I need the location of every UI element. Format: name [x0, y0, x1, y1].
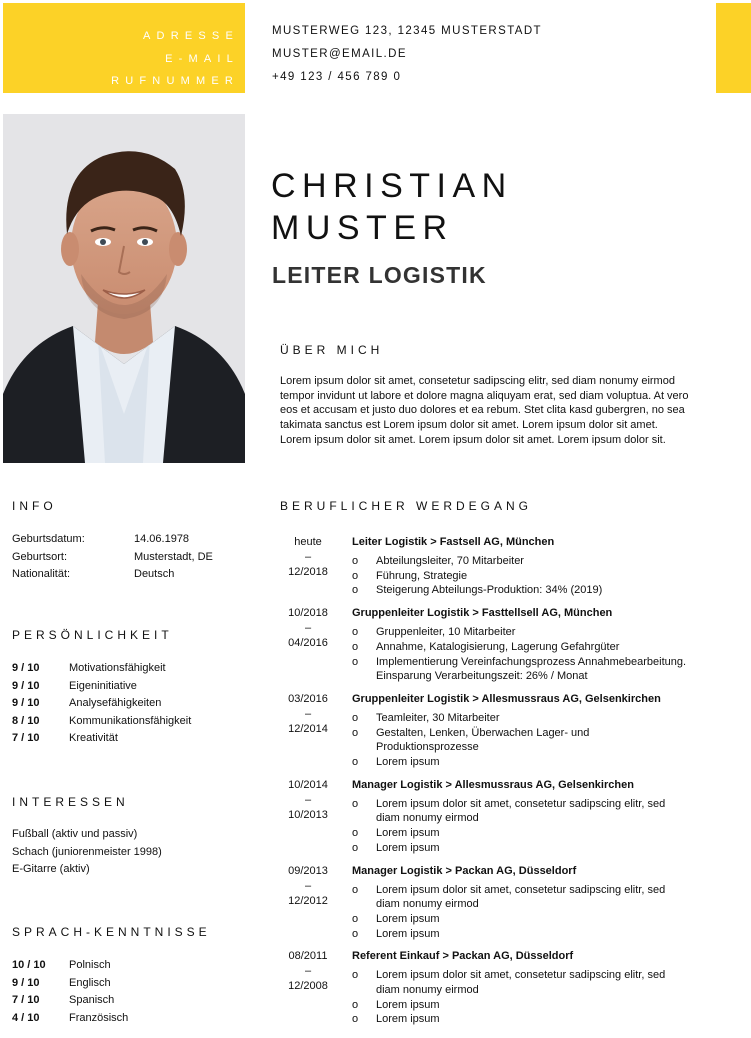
trait-label: Eigeninitiative	[69, 679, 137, 692]
info-value: Musterstadt, DE	[134, 550, 213, 563]
contact-values	[272, 20, 542, 89]
bullet-text: Lorem ipsum	[376, 756, 440, 769]
phone-value[interactable]: +49 123 / 456 789 0	[272, 71, 402, 83]
languages-heading: SPRACH-KENNTNISSE	[12, 925, 211, 939]
career-bullet	[352, 569, 692, 584]
interest-item: Schach (juniorenmeister 1998)	[12, 845, 162, 858]
info-row	[12, 551, 213, 569]
career-bullet	[352, 755, 692, 770]
career-title: Manager Logistik > Packan AG, Düsseldorf	[352, 864, 577, 877]
language-item	[12, 959, 128, 977]
career-detail	[336, 778, 692, 856]
info-row	[12, 568, 213, 586]
career-bullet	[352, 554, 692, 569]
date-from: 09/2013	[288, 864, 328, 877]
bullet-text: Abteilungsleiter, 70 Mitarbeiter	[376, 555, 524, 567]
career-bullet	[352, 1012, 692, 1027]
personality-item	[12, 697, 191, 715]
email-value[interactable]: MUSTER@EMAIL.DE	[272, 48, 407, 60]
bullet-marker: o	[352, 969, 359, 982]
career-title: Gruppenleiter Logistik > Fasttellsell AG, München	[352, 607, 613, 620]
date-to: 12/2014	[288, 722, 328, 735]
date-to: 12/2008	[288, 980, 328, 993]
date-to: 12/2018	[288, 566, 328, 578]
interest-item: Fußball (aktiv und passiv)	[12, 828, 138, 840]
career-detail	[336, 535, 692, 598]
contact-labels	[111, 25, 239, 93]
language-label: Polnisch	[69, 959, 111, 971]
personality-item	[12, 732, 191, 750]
bullet-marker: o	[352, 797, 359, 810]
first-name: CHRISTIAN	[271, 167, 513, 205]
trait-label: Kommunikationsfähigkeit	[69, 714, 192, 727]
date-separator: –	[304, 707, 312, 720]
last-name: MUSTER	[271, 209, 454, 247]
address-label: ADRESSE	[143, 30, 239, 42]
date-to: 04/2016	[288, 637, 328, 650]
career-bullet	[352, 797, 692, 826]
career-title: Leiter Logistik > Fastsell AG, München	[352, 536, 555, 548]
bullet-marker: o	[352, 841, 359, 854]
bullet-marker: o	[352, 569, 359, 582]
languages-list	[12, 959, 128, 1029]
career-dates	[280, 606, 336, 684]
personality-item	[12, 662, 191, 680]
bullet-marker: o	[352, 640, 359, 653]
score: 10 / 10	[12, 959, 46, 971]
career-bullet	[352, 583, 692, 598]
info-heading: INFO	[12, 499, 57, 513]
bullet-text: Lorem ipsum	[376, 927, 440, 940]
language-item	[12, 977, 128, 995]
personality-item	[12, 715, 191, 733]
score: 4 / 10	[12, 1011, 40, 1024]
interests-list	[12, 828, 162, 881]
career-entry	[280, 692, 692, 770]
bullet-marker: o	[352, 1013, 359, 1026]
date-separator: –	[304, 622, 312, 635]
info-key: Geburtsort:	[12, 550, 68, 563]
bullet-text: Lorem ipsum	[376, 1013, 440, 1026]
trait-label: Analysefähigkeiten	[69, 697, 162, 709]
career-bullet	[352, 968, 692, 997]
bullet-marker: o	[352, 912, 359, 925]
info-value: 14.06.1978	[134, 533, 190, 545]
bullet-marker: o	[352, 655, 359, 668]
bullet-text: Lorem ipsum	[376, 841, 440, 854]
bullet-marker: o	[352, 584, 359, 597]
trait-label: Kreativität	[69, 732, 118, 744]
interest-item: E-Gitarre (aktiv)	[12, 863, 90, 875]
about-heading: ÜBER MICH	[280, 343, 384, 357]
career-bullet	[352, 998, 692, 1013]
job-title: LEITER LOGISTIK	[272, 262, 487, 288]
personality-heading: PERSÖNLICHKEIT	[12, 628, 173, 642]
career-entry	[280, 778, 692, 856]
profile-photo	[3, 114, 245, 463]
bullet-text: Teamleiter, 30 Mitarbeiter	[376, 711, 500, 724]
bullet-marker: o	[352, 827, 359, 840]
bullet-marker: o	[352, 927, 359, 940]
bullet-marker: o	[352, 726, 359, 739]
date-to: 12/2012	[288, 894, 328, 907]
career-bullet	[352, 625, 692, 640]
date-separator: –	[304, 793, 312, 806]
bullet-text: Steigerung Abteilungs-Produktion: 34% (2019)	[376, 584, 603, 597]
career-bullet	[352, 927, 692, 942]
career-dates	[280, 864, 336, 942]
portrait-illustration	[3, 114, 245, 463]
info-row	[12, 533, 213, 551]
career-list	[280, 535, 692, 1027]
bullet-marker: o	[352, 998, 359, 1011]
bullet-marker: o	[352, 883, 359, 896]
language-item	[12, 994, 128, 1012]
bullet-marker: o	[352, 756, 359, 769]
career-title: Referent Einkauf > Packan AG, Düsseldorf	[352, 950, 574, 963]
career-dates	[280, 692, 336, 770]
bullet-marker: o	[352, 626, 359, 639]
bullet-marker: o	[352, 555, 359, 567]
personality-list	[12, 662, 191, 750]
phone-label: RUFNUMMER	[111, 75, 239, 87]
career-detail	[336, 606, 692, 684]
interests-heading: INTERESSEN	[12, 795, 129, 809]
career-dates	[280, 949, 336, 1027]
career-entry	[280, 949, 692, 1027]
info-key: Nationalität:	[12, 568, 71, 580]
language-label: Französisch	[69, 1011, 129, 1024]
date-separator: –	[304, 551, 312, 563]
date-separator: –	[304, 879, 312, 892]
career-bullet	[352, 883, 692, 912]
career-dates	[280, 778, 336, 856]
career-detail	[336, 692, 692, 770]
score: 8 / 10	[12, 714, 40, 727]
score: 7 / 10	[12, 732, 40, 744]
date-from: 03/2016	[288, 692, 328, 705]
career-entry	[280, 606, 692, 684]
bullet-text: Implementierung Vereinfachungsprozess Annahmebearbeitung. Einsparung Verarbeitungszeit: 26% / Monat	[376, 655, 687, 683]
candidate-name	[271, 165, 513, 249]
career-entry	[280, 864, 692, 942]
date-separator: –	[304, 965, 312, 978]
score: 9 / 10	[12, 679, 40, 692]
career-bullet	[352, 726, 692, 755]
bullet-text: Lorem ipsum dolor sit amet, consetetur sadipscing elitr, sed diam nonumy eirmod	[376, 797, 666, 825]
info-value: Deutsch	[134, 568, 175, 580]
career-title: Manager Logistik > Allesmussraus AG, Gelsenkirchen	[352, 778, 634, 791]
date-from: 08/2011	[288, 950, 328, 963]
career-detail	[336, 864, 692, 942]
career-bullet	[352, 912, 692, 927]
career-detail	[336, 949, 692, 1027]
trait-label: Motivationsfähigkeit	[69, 662, 166, 674]
language-label: Spanisch	[69, 994, 115, 1006]
address-value: MUSTERWEG 123, 12345 MUSTERSTADT	[272, 25, 542, 37]
score: 7 / 10	[12, 994, 40, 1006]
career-bullet	[352, 841, 692, 856]
accent-corner-box	[716, 3, 751, 93]
info-key: Geburtsdatum:	[12, 533, 85, 545]
career-bullet	[352, 711, 692, 726]
bullet-text: Lorem ipsum dolor sit amet, consetetur sadipscing elitr, sed diam nonumy eirmod	[376, 969, 666, 997]
bullet-text: Lorem ipsum	[376, 827, 440, 840]
bullet-text: Lorem ipsum	[376, 912, 440, 925]
bullet-text: Führung, Strategie	[376, 569, 468, 582]
career-entry	[280, 535, 692, 598]
career-title: Gruppenleiter Logistik > Allesmussraus AG, Gelsenkirchen	[352, 692, 661, 705]
career-heading: BERUFLICHER WERDEGANG	[280, 499, 533, 513]
bullet-text: Gruppenleiter, 10 Mitarbeiter	[376, 626, 516, 639]
career-dates	[280, 535, 336, 598]
score: 9 / 10	[12, 697, 40, 709]
date-from: 10/2014	[288, 778, 328, 791]
info-table	[12, 533, 213, 586]
bullet-text: Gestalten, Lenken, Überwachen Lager- und Produktionsprozesse	[376, 726, 590, 754]
career-bullet	[352, 826, 692, 841]
score: 9 / 10	[12, 662, 40, 674]
bullet-text: Lorem ipsum	[376, 998, 440, 1011]
score: 9 / 10	[12, 976, 40, 989]
language-item	[12, 1012, 128, 1030]
contact-label-box	[3, 3, 245, 93]
bullet-marker: o	[352, 711, 359, 724]
email-label: E-MAIL	[165, 52, 239, 65]
language-label: Englisch	[69, 976, 111, 989]
career-bullet	[352, 655, 692, 684]
date-to: 10/2013	[288, 808, 328, 821]
bullet-text: Lorem ipsum dolor sit amet, consetetur sadipscing elitr, sed diam nonumy eirmod	[376, 883, 666, 911]
career-bullet	[352, 640, 692, 655]
date-from: heute	[294, 536, 322, 548]
personality-item	[12, 680, 191, 698]
about-text: Lorem ipsum dolor sit amet, consetetur sadipscing elitr, sed diam nonumy eirmod tempor invidunt ut labore et dolore magna aliquyam erat, sed diam voluptua. At vero eos et accusam et justo duo dolores et ea rebum. Stet clita kasd gubergren, no sea takimata sanctus est Lorem ipsum dolor sit amet. Lorem ipsum dolor sit amet. Lorem ipsum dolor sit amet. Lorem ipsum dolor sit amet. Lorem ipsum dolor sit.	[280, 375, 689, 446]
date-from: 10/2018	[288, 607, 328, 620]
bullet-text: Annahme, Katalogisierung, Lagerung Gefahrgüter	[376, 640, 620, 653]
